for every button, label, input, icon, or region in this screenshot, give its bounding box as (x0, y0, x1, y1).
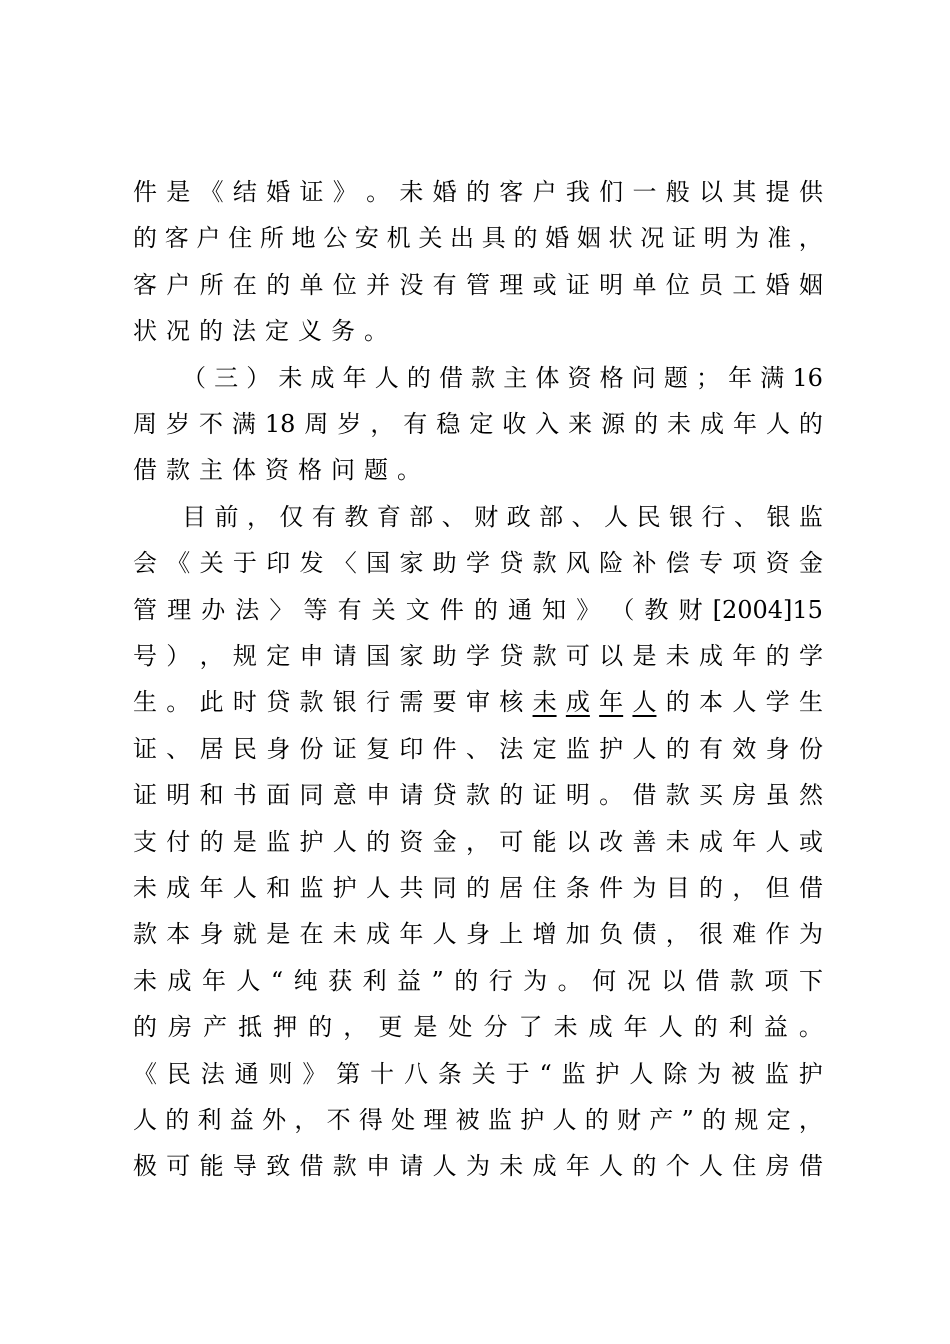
text-line: 周 岁 不 满 18 周 岁 ， 有 稳 定 收 入 来 源 的 未 成 年 人 的 (133, 410, 823, 438)
text-line: 借 款 主 体 资 格 问 题 。 (133, 456, 421, 484)
text-line: 会 《 关 于 印 发 〈 国 家 助 学 贷 款 风 险 补 偿 专 项 资 金 (133, 549, 823, 577)
text-line: 目 前 ， 仅 有 教 育 部 、 财 政 部 、 人 民 银 行 、 银 监 (182, 503, 823, 531)
text-line: 号 ） ， 规 定 申 请 国 家 助 学 贷 款 可 以 是 未 成 年 的 学 (133, 642, 823, 670)
text-line: 状 况 的 法 定 义 务 。 (133, 317, 388, 345)
text-line: 未 成 年 人 “ 纯 获 利 益 ” 的 行 为 。 何 况 以 借 款 项 下 (133, 967, 823, 995)
text-line: 客 户 所 在 的 单 位 并 没 有 管 理 或 证 明 单 位 员 工 婚 姻 (133, 271, 823, 299)
text-line: 证 、 居 民 身 份 证 复 印 件 、 法 定 监 护 人 的 有 效 身 份 (133, 735, 823, 763)
text-line: 人 的 利 益 外 ， 不 得 处 理 被 监 护 人 的 财 产 ” 的 规 定 ， (133, 1106, 823, 1134)
text-line: 的 房 产 抵 押 的 ， 更 是 处 分 了 未 成 年 人 的 利 益 。 (133, 1013, 823, 1041)
text-line: 证 明 和 书 面 同 意 申 请 贷 款 的 证 明 。 借 款 买 房 虽 然 (133, 781, 823, 809)
text-line: 管 理 办 法 〉 等 有 关 文 件 的 通 知 》 （ 教 财 [2004]15 (133, 596, 823, 624)
text-line: （ 三 ） 未 成 年 人 的 借 款 主 体 资 格 问 题 ； 年 满 16 (182, 364, 823, 392)
text-line: 生 。 此 时 贷 款 银 行 需 要 审 核 未 成 年 人 的 本 人 学 生 (133, 688, 823, 716)
text-line: 款 本 身 就 是 在 未 成 年 人 身 上 增 加 负 债 ， 很 难 作 为 (133, 920, 823, 948)
text-line: 《 民 法 通 则 》 第 十 八 条 关 于 “ 监 护 人 除 为 被 监 护 (133, 1060, 823, 1088)
text-line: 的 客 户 住 所 地 公 安 机 关 出 具 的 婚 姻 状 况 证 明 为 准 ， (133, 224, 823, 252)
text-line: 支 付 的 是 监 护 人 的 资 金 ， 可 能 以 改 善 未 成 年 人 或 (133, 828, 823, 856)
text-line: 件 是 《 结 婚 证 》 。 未 婚 的 客 户 我 们 一 般 以 其 提 供 (133, 178, 823, 206)
text-line: 极 可 能 导 致 借 款 申 请 人 为 未 成 年 人 的 个 人 住 房 借 (133, 1152, 823, 1180)
text-line: 未 成 年 人 和 监 护 人 共 同 的 居 住 条 件 为 目 的 ， 但 借 (133, 874, 823, 902)
